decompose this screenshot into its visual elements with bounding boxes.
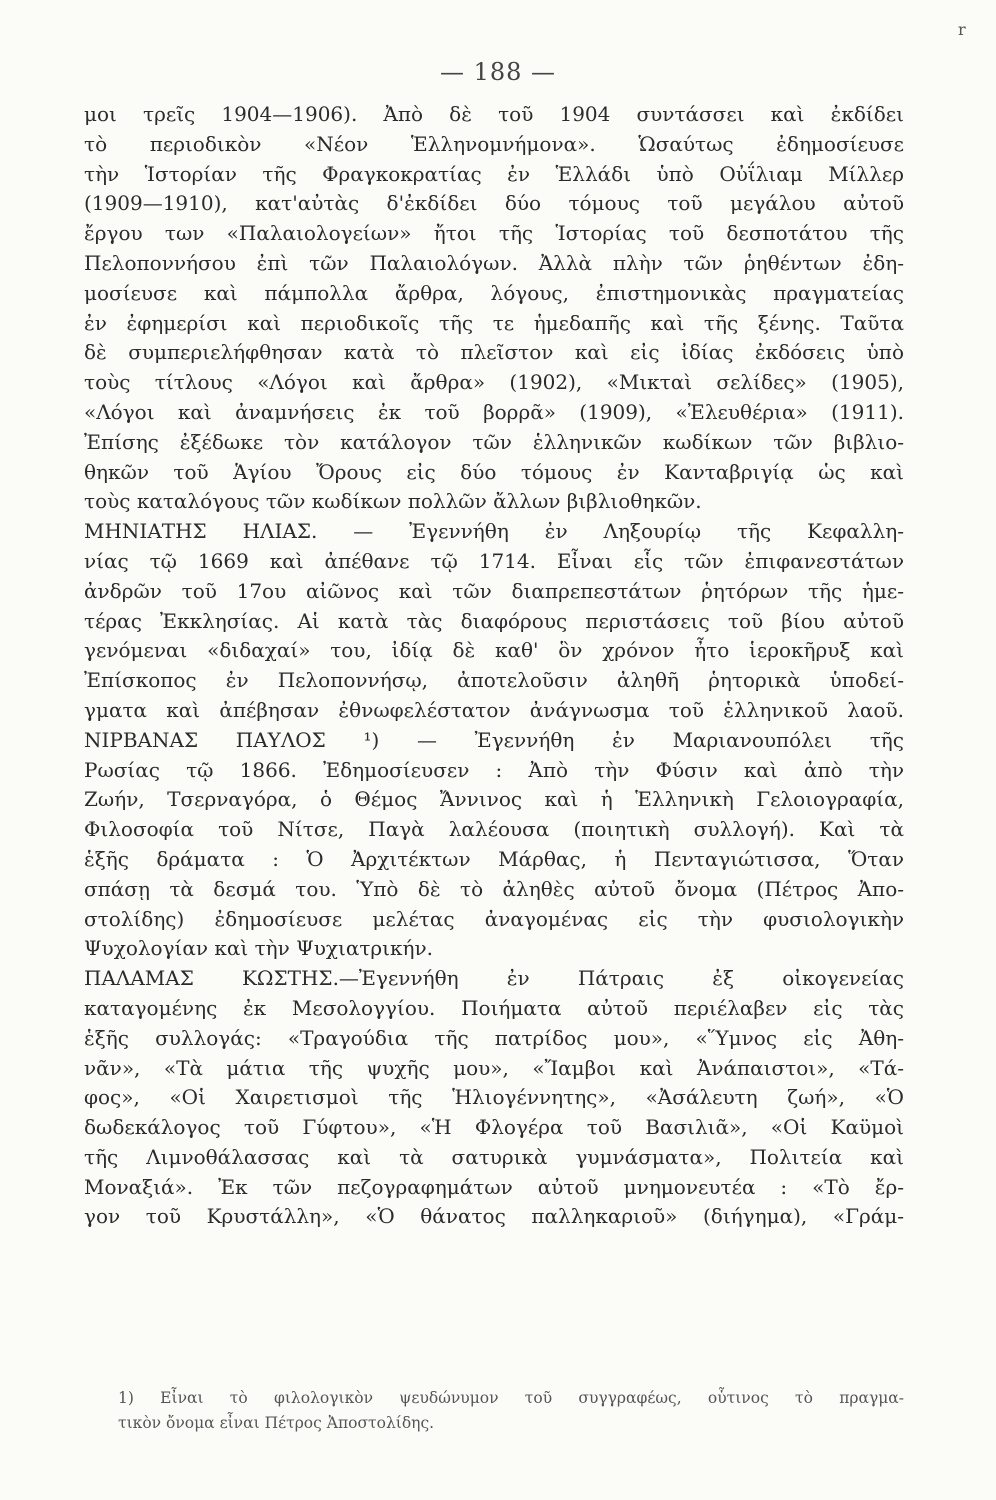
text-line: γενόμεναι «διδαχαί» του, ἰδίᾳ δὲ καθ' ὃν χρόνον ἦτο ἱεροκῆρυξ καὶ [84,638,904,663]
footnote-line: τικὸν ὄνομα εἶναι Πέτρος Ἀποστολίδης. [118,1414,435,1432]
entry-heading-palamas: ΠΑΛΑΜΑΣ ΚΩΣΤΗΣ.—Ἐγεννήθη ἐν Πάτραις ἐξ οἰκογενείας [84,966,904,991]
text-line: Ζωήν, Τσερναγόρα, ὁ Θέμος Ἄννινος καὶ ἡ Ἑλληνικὴ Γελοιογραφία, [84,787,904,812]
entry-heading-miniatis: ΜΗΝΙΑΤΗΣ ΗΛΙΑΣ. — Ἐγεννήθη ἐν Ληξουρίῳ τῆς Κεφαλλη- [84,519,904,544]
text-line: Μοναξιά». Ἐκ τῶν πεζογραφημάτων αὐτοῦ μνημονευτέα : «Τὸ ἔρ- [84,1174,904,1199]
text-line: Πελοποννήσου ἐπὶ τῶν Παλαιολόγων. Ἀλλὰ πλὴν τῶν ῥηθέντων ἐδη- [84,250,904,275]
text-line: τέρας Ἐκκλησίας. Αἱ κατὰ τὰς διαφόρους περιστάσεις τοῦ βίου αὐτοῦ [84,608,904,633]
body-text [84,100,904,1232]
text-line: δωδεκάλογος τοῦ Γύφτου», «Ἡ Φλογέρα τοῦ Βασιλιᾶ», «Οἱ Καϋμοὶ [84,1115,904,1140]
entry-heading-nirvanas: ΝΙΡΒΑΝΑΣ ΠΑΥΛΟΣ ¹) — Ἐγεννήθη ἐν Μαριανουπόλει τῆς [84,727,904,752]
text-line: δὲ συμπεριελήφθησαν κατὰ τὸ πλεῖστον καὶ εἰς ἰδίας ἐκδόσεις ὑπὸ [84,340,904,365]
text-line: γματα καὶ ἀπέβησαν ἐθνωφελέστατον ἀνάγνωσμα τοῦ ἑλληνικοῦ λαοῦ. [84,697,904,722]
text-line: Ἐπίσης ἐξέδωκε τὸν κατάλογον τῶν ἑλληνικῶν κωδίκων τῶν βιβλιο- [84,429,904,454]
text-line: στολίδης) ἐδημοσίευσε μελέτας ἀναγομένας εἰς τὴν φυσιολογικὴν [84,906,904,931]
text-line: Ψυχολογίαν καὶ τὴν Ψυχιατρικήν. [84,936,433,961]
footnote [118,1386,904,1436]
text-line: ἑξῆς δράματα : Ὁ Ἀρχιτέκτων Μάρθας, ἡ Πενταγιώτισσα, Ὅταν [84,846,904,871]
text-line: τὴν Ἱστορίαν τῆς Φραγκοκρατίας ἐν Ἑλλάδι ὑπὸ Οὐΐλιαμ Μίλλερ [84,161,904,186]
text-line: «Λόγοι καὶ ἀναμνήσεις ἐκ τοῦ βορρᾶ» (1909), «Ἐλευθέρια» (1911). [84,399,904,424]
text-line: γον τοῦ Κρυστάλλη», «Ὁ θάνατος παλληκαριοῦ» (διήγημα), «Γράμ- [84,1204,904,1229]
text-line: Ρωσίας τῷ 1866. Ἐδημοσίευσεν : Ἀπὸ τὴν Φύσιν καὶ ἀπὸ τὴν [84,757,904,782]
text-line: ἔργου των «Παλαιολογείων» ἤτοι τῆς Ἱστορίας τοῦ δεσποτάτου τῆς [84,221,904,246]
text-line: Φιλοσοφία τοῦ Νίτσε, Παγὰ λαλέουσα (ποιητικὴ συλλογή). Καὶ τὰ [84,817,904,842]
corner-mark: r [958,20,966,39]
text-line: ἑξῆς συλλογάς: «Τραγούδια τῆς πατρίδος μου», «Ὕμνος εἰς Ἀθη- [84,1025,904,1050]
text-line: φος», «Οἱ Χαιρετισμοὶ τῆς Ἡλιογέννητης», «Ἀσάλευτη ζωή», «Ὁ [84,1085,904,1110]
text-line: ἐν ἐφημερίσι καὶ περιοδικοῖς τῆς τε ἡμεδαπῆς καὶ τῆς ξένης. Ταῦτα [84,310,904,335]
text-line: (1909—1910), κατ'αὐτὰς δ'ἐκδίδει δύο τόμους τοῦ μεγάλου αὐτοῦ [84,191,904,216]
text-line: καταγομένης ἐκ Μεσολογγίου. Ποιήματα αὐτοῦ περιέλαβεν εἰς τὰς [84,995,904,1020]
text-line: τοὺς τίτλους «Λόγοι καὶ ἄρθρα» (1902), «Μικταὶ σελίδες» (1905), [84,370,904,395]
text-line: νᾶν», «Τὰ μάτια τῆς ψυχῆς μου», «Ἴαμβοι καὶ Ἀνάπαιστοι», «Τά- [84,1055,904,1080]
page-number: — 188 — [439,58,557,86]
text-line: μοσίευσε καὶ πάμπολλα ἄρθρα, λόγους, ἐπιστημονικὰς πραγματείας [84,280,904,305]
text-line: μοι τρεῖς 1904—1906). Ἀπὸ δὲ τοῦ 1904 συντάσσει καὶ ἐκδίδει [84,102,904,126]
text-line: νίας τῷ 1669 καὶ ἀπέθανε τῷ 1714. Εἶναι εἷς τῶν ἐπιφανεστάτων [84,548,904,573]
footnote-line: 1) Εἶναι τὸ φιλολογικὸν ψευδώνυμον τοῦ συγγραφέως, οὗτινος τὸ πραγμα- [118,1389,904,1407]
text-line: Ἐπίσκοπος ἐν Πελοποννήσῳ, ἀποτελοῦσιν ἀληθῆ ῥητορικὰ ὑποδεί- [84,668,904,693]
text-line: τοὺς καταλόγους τῶν κωδίκων πολλῶν ἄλλων βιβλιοθηκῶν. [84,489,702,514]
text-line: τῆς Λιμνοθάλασσας καὶ τὰ σατυρικὰ γυμνάσματα», Πολιτεία καὶ [84,1144,904,1169]
text-line: σπάσῃ τὰ δεσμά του. Ὑπὸ δὲ τὸ ἀληθὲς αὐτοῦ ὄνομα (Πέτρος Ἀπο- [84,876,904,901]
text-line: ἀνδρῶν τοῦ 17ου αἰῶνος καὶ τῶν διαπρεπεστάτων ῥητόρων τῆς ἡμε- [84,578,904,603]
text-line: θηκῶν τοῦ Ἁγίου Ὄρους εἰς δύο τόμους ἐν Κανταβριγίᾳ ὡς καὶ [84,459,904,484]
text-line: τὸ περιοδικὸν «Νέον Ἑλληνομνήμονα». Ὡσαύτως ἐδημοσίευσε [84,131,904,156]
